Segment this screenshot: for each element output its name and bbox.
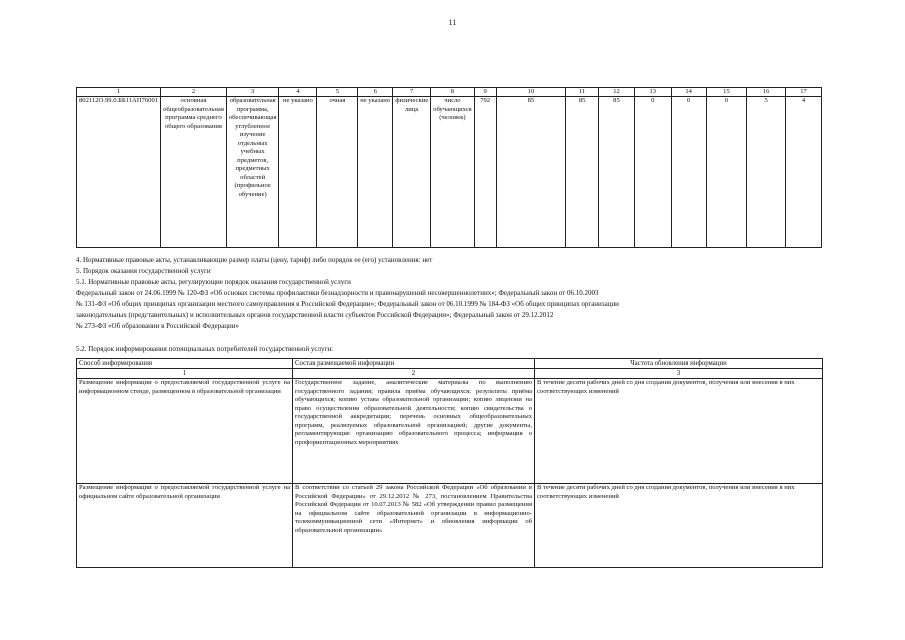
table-row [77, 97, 822, 248]
table-header-row [77, 359, 823, 369]
law-line-2: № 131-ФЗ «Об общих принципах организации местного самоуправления в Российской Федерации»; Федеральный закон от 06.10.1999 № 184-ФЗ «Об общих принципах организации [76, 300, 619, 308]
informing-table [76, 358, 823, 568]
table-cell: число обучающихся (человек) [431, 97, 475, 248]
column-header: Способ информирования [77, 359, 293, 369]
method-cell: Размещение информации о предоставляемой государственной услуге на официальном сайте образовательной организации [77, 484, 293, 568]
paragraph-5-1: 5.1. Нормативные правовые акты, регулирующие порядок оказания государственной услуги [76, 278, 351, 286]
table-cell: образовательная программа, обеспечивающая углубленное изучение отдельных учебных предметов, предметных областей (профильное обучение) [226, 97, 279, 248]
table-cell: 0 [671, 97, 706, 248]
column-number: 10 [496, 88, 566, 97]
column-number: 6 [358, 88, 393, 97]
table-cell: 85 [496, 97, 566, 248]
column-number: 8 [431, 88, 475, 97]
table-cell: 5 [747, 97, 786, 248]
column-number: 3 [535, 369, 823, 379]
frequency-cell: В течение десяти рабочих дней со дня создания документов, получения или внесения в них соответствующих изменений [535, 379, 823, 484]
column-number: 1 [77, 88, 161, 97]
content-cell: Государственное задание, аналитические материалы по выполнению государственного задания; правила приёма обучающихся; результаты приёма обучающихся; копию устава образовательной организации; копию лицензии на право осуществления образовательной деятельности; копию свидетельства о государственной аккредитации; перечень основных общеобразовательных программ, реализуемых образовательной организацией; другие документы, регламентирующие организацию образовательного процесса; информация о профориентационных мероприятиях [293, 379, 535, 484]
table-cell: не указано [279, 97, 317, 248]
table-cell: очная [317, 97, 358, 248]
column-number: 4 [279, 88, 317, 97]
service-indicators-table [76, 87, 822, 248]
table-cell: физические лица [393, 97, 431, 248]
paragraph-5-2: 5.2. Порядок информирования потенциальных потребителей государственной услуги: [76, 345, 334, 353]
table-cell: основная общеобразовательная программа среднего общего образования [161, 97, 227, 248]
column-number: 14 [671, 88, 706, 97]
registry-code-cell: 802112О.99.0.ББ11АП76001 [77, 97, 161, 248]
paragraph-5: 5. Порядок оказания государственной услуги [76, 267, 211, 275]
table-row [77, 484, 823, 568]
column-number: 13 [634, 88, 671, 97]
column-number: 11 [566, 88, 599, 97]
law-line-1: Федеральный закон от 24.06.1999 № 120-ФЗ «Об основах системы профилактики безнадзорности и правонарушений несовершеннолетних»; Федеральный закон от 06.10.2003 [76, 289, 599, 297]
table-cell: 85 [599, 97, 635, 248]
column-number: 2 [161, 88, 227, 97]
law-line-4: № 273-ФЗ «Об образовании в Российской Федерации» [76, 322, 239, 330]
table-cell: не указано [358, 97, 393, 248]
page-number: 11 [448, 18, 457, 27]
column-number: 2 [293, 369, 535, 379]
frequency-cell: В течение десяти рабочих дней со дня создания документов, получения или внесения в них соответствующих изменений [535, 484, 823, 568]
column-number: 7 [393, 88, 431, 97]
column-number: 12 [599, 88, 635, 97]
table-cell: 0 [706, 97, 747, 248]
table-cell: 792 [474, 97, 496, 248]
table-cell: 0 [634, 97, 671, 248]
column-header: Состав размещаемой информации [293, 359, 535, 369]
column-number: 16 [747, 88, 786, 97]
table-header-row [77, 88, 822, 97]
column-number: 15 [706, 88, 747, 97]
column-header: Частота обновления информации [535, 359, 823, 369]
column-number: 5 [317, 88, 358, 97]
table-cell: 4 [786, 97, 822, 248]
law-line-3: законодательных (представительных) и исполнительных органов государственной власти субъектов Российской Федерации»; Федеральный закон от 29.12.2012 [76, 311, 554, 319]
table-row [77, 379, 823, 484]
content-cell: В соответствии со статьей 29 закона Российской Федерации «Об образовании в Российской Федерации» от 29.12.2012 № 273, постановлением Правительства Российской Федерации от 10.07.2013 № 582 «Об утверждении правил размещения на официальном сайте образовательной организации в информационно-телекоммуникационной сети «Интернет» и обновления информации об образовательной организации» [293, 484, 535, 568]
column-number-row [77, 369, 823, 379]
column-number: 1 [77, 369, 293, 379]
column-number: 3 [226, 88, 279, 97]
paragraph-4: 4. Нормативные правовые акты, устанавливающие размер платы (цену, тариф) либо порядок ее (его) установления: нет [76, 256, 433, 264]
column-number: 17 [786, 88, 822, 97]
method-cell: Размещение информации о предоставляемой государственной услуге на информационном стенде, размещенном в образовательной организации [77, 379, 293, 484]
column-number: 9 [474, 88, 496, 97]
table-cell: 85 [566, 97, 599, 248]
